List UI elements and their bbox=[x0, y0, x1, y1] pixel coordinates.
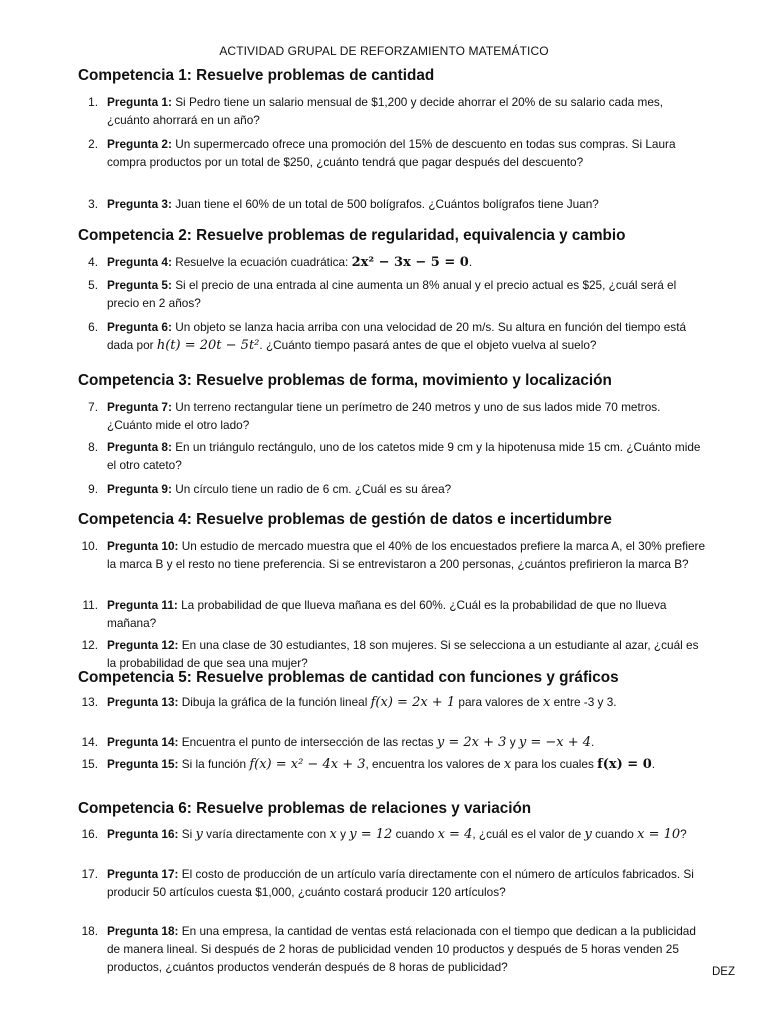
question-number: 2. bbox=[88, 137, 98, 151]
math-expression: y = −x + 4 bbox=[518, 735, 592, 750]
question-16 bbox=[78, 825, 708, 844]
question-text-tail: . ¿Cuánto tiempo pasará antes de que el objeto vuelva al suelo? bbox=[259, 338, 597, 353]
question-label: Pregunta 11: bbox=[107, 598, 178, 612]
question-label: Pregunta 3: bbox=[107, 197, 172, 211]
question-number: 6. bbox=[88, 320, 98, 334]
question-number: 14. bbox=[81, 735, 98, 749]
section-heading-competencia-2: Competencia 2: Resuelve problemas de regularidad, equivalencia y cambio bbox=[78, 227, 626, 244]
question-label: Pregunta 17: bbox=[107, 867, 179, 881]
question-12 bbox=[78, 636, 708, 672]
question-label: Pregunta 18: bbox=[107, 924, 179, 938]
question-text: cuando bbox=[595, 827, 634, 841]
question-text-tail: entre -3 y 3. bbox=[553, 695, 617, 709]
question-label: Pregunta 1: bbox=[107, 95, 172, 109]
question-text: , ¿cuál es el valor de bbox=[472, 827, 582, 841]
question-label: Pregunta 14: bbox=[107, 735, 179, 749]
question-number: 10. bbox=[81, 539, 98, 553]
question-text: Dibuja la gráfica de la función lineal bbox=[181, 695, 368, 709]
question-text: varía directamente con bbox=[206, 827, 327, 841]
question-13 bbox=[78, 693, 708, 712]
question-text: En una clase de 30 estudiantes, 18 son mujeres. Si se selecciona a un estudiante al azar, ¿cuál es la probabilidad de que sea una mujer? bbox=[107, 638, 699, 671]
question-number: 1. bbox=[88, 95, 98, 109]
question-label: Pregunta 6: bbox=[107, 320, 172, 334]
question-label: Pregunta 2: bbox=[107, 137, 172, 151]
math-expression: x bbox=[503, 757, 512, 772]
question-number: 8. bbox=[88, 440, 98, 454]
section-heading-competencia-6: Competencia 6: Resuelve problemas de relaciones y variación bbox=[78, 800, 532, 817]
question-text: Un supermercado ofrece una promoción del 15% de descuento en todas sus compras. Si Laura compra productos por un total de $250, ¿cuánto tendrá que pagar después del descuento? bbox=[107, 137, 676, 170]
question-label: Pregunta 8: bbox=[107, 440, 172, 454]
question-number: 9. bbox=[88, 482, 98, 496]
question-number: 17. bbox=[81, 867, 98, 881]
question-text-tail: . bbox=[591, 735, 595, 749]
question-text: Un terreno rectangular tiene un perímetro de 240 metros y uno de sus lados mide 70 metros. ¿Cuánto mide el otro lado? bbox=[107, 400, 661, 433]
question-number: 13. bbox=[81, 695, 98, 709]
question-6 bbox=[78, 318, 708, 355]
question-number: 12. bbox=[81, 638, 98, 652]
question-text: Si bbox=[181, 827, 193, 841]
math-expression: f(x) = x² − 4x + 3 bbox=[249, 757, 366, 772]
question-label: Pregunta 7: bbox=[107, 400, 172, 414]
question-3 bbox=[78, 195, 708, 213]
question-text: Un estudio de mercado muestra que el 40% de los encuestados prefiere la marca A, el 30% prefiere la marca B y el resto no tiene preferencia. Si se entrevistaron a 200 personas, ¿cuántos prefirieron la marca B? bbox=[107, 539, 706, 572]
question-text: En un triángulo rectángulo, uno de los catetos mide 9 cm y la hipotenusa mide 15 cm. ¿Cuánto mide el otro cateto? bbox=[107, 440, 701, 473]
question-text-tail: . bbox=[468, 255, 473, 269]
question-text: para los cuales bbox=[514, 757, 594, 771]
footer-text-fragment: DEZ bbox=[712, 966, 735, 978]
section-heading-competencia-1: Competencia 1: Resuelve problemas de cantidad bbox=[78, 67, 435, 84]
question-number: 11. bbox=[82, 598, 98, 612]
question-number: 5. bbox=[88, 278, 98, 292]
question-text: cuando bbox=[395, 827, 435, 841]
question-text: Si la función bbox=[181, 757, 247, 771]
math-expression: h(t) = 20t − 5t² bbox=[156, 338, 260, 354]
question-5 bbox=[78, 276, 708, 312]
question-text: para valores de bbox=[458, 695, 540, 709]
question-label: Pregunta 15: bbox=[107, 757, 179, 771]
question-label: Pregunta 16: bbox=[107, 827, 179, 841]
question-label: Pregunta 9: bbox=[107, 482, 172, 496]
section-heading-competencia-3: Competencia 3: Resuelve problemas de forma, movimiento y localización bbox=[78, 372, 612, 389]
question-text: Un objeto se lanza hacia arriba con una velocidad de 20 m/s. Su altura en función del tiempo está dada por bbox=[107, 320, 687, 353]
question-text-tail: . bbox=[651, 757, 656, 771]
question-text: El costo de producción de un artículo varía directamente con el número de artículos fabricados. Si producir 50 artículos cuesta $1,000, ¿cuánto costará producir 120 artículos? bbox=[107, 867, 694, 900]
question-label: Pregunta 5: bbox=[107, 278, 172, 292]
math-expression: y = 2x + 3 bbox=[436, 735, 507, 750]
math-expression: x bbox=[543, 695, 551, 710]
question-9 bbox=[78, 480, 708, 498]
question-7 bbox=[78, 398, 708, 434]
question-text: La probabilidad de que llueva mañana es del 60%. ¿Cuál es la probabilidad de que no llueva mañana? bbox=[107, 598, 667, 631]
question-14 bbox=[78, 733, 708, 752]
question-17 bbox=[78, 865, 708, 901]
math-expression: f(x) = 0 bbox=[597, 757, 652, 772]
question-text: Resuelve la ecuación cuadrática: bbox=[175, 255, 349, 269]
question-1 bbox=[78, 93, 708, 129]
question-text: y bbox=[509, 735, 516, 749]
question-10 bbox=[78, 537, 708, 573]
question-number: 16. bbox=[81, 827, 98, 841]
question-text: Si Pedro tiene un salario mensual de $1,200 y decide ahorrar el 20% de su salario cada mes, ¿cuánto ahorrará en un año? bbox=[107, 95, 664, 128]
question-text: Un círculo tiene un radio de 6 cm. ¿Cuál es su área? bbox=[175, 482, 452, 496]
question-label: Pregunta 12: bbox=[107, 638, 179, 652]
math-expression: y bbox=[195, 827, 203, 842]
question-number: 4. bbox=[88, 255, 98, 269]
question-text-tail: ? bbox=[680, 827, 687, 841]
math-expression: x bbox=[329, 827, 337, 842]
section-heading-competencia-5: Competencia 5: Resuelve problemas de cantidad con funciones y gráficos bbox=[78, 669, 619, 686]
question-text: En una empresa, la cantidad de ventas está relacionada con el tiempo que dedican a la publicidad de manera lineal. Si después de 2 horas de publicidad venden 10 productos y después de 5 horas venden 25 productos, ¿cuántos productos venderán después de 8 horas de publicidad? bbox=[107, 924, 696, 975]
question-label: Pregunta 4: bbox=[107, 255, 172, 269]
question-8 bbox=[78, 438, 708, 474]
math-expression: x = 4 bbox=[437, 827, 473, 842]
math-expression: y bbox=[584, 827, 592, 842]
question-18 bbox=[78, 922, 708, 977]
question-text: Si el precio de una entrada al cine aumenta un 8% anual y el precio actual es $25, ¿cuál será el precio en 2 años? bbox=[107, 278, 677, 311]
question-text: Juan tiene el 60% de un total de 500 bolígrafos. ¿Cuántos bolígrafos tiene Juan? bbox=[175, 197, 599, 211]
section-heading-competencia-4: Competencia 4: Resuelve problemas de gestión de datos e incertidumbre bbox=[78, 511, 612, 528]
question-4 bbox=[78, 253, 708, 272]
math-expression: y = 12 bbox=[349, 827, 393, 842]
question-number: 3. bbox=[88, 197, 98, 211]
question-text: , encuentra los valores de bbox=[365, 757, 501, 771]
question-text: y bbox=[340, 827, 346, 841]
math-expression: f(x) = 2x + 1 bbox=[370, 695, 456, 710]
question-number: 18. bbox=[81, 924, 98, 938]
math-expression: 2x² − 3x − 5 = 0 bbox=[351, 255, 469, 270]
math-expression: x = 10 bbox=[637, 827, 681, 842]
question-15 bbox=[78, 755, 708, 774]
question-number: 15. bbox=[81, 757, 98, 771]
question-text: Encuentra el punto de intersección de las rectas bbox=[181, 735, 434, 749]
question-11 bbox=[78, 596, 708, 632]
question-label: Pregunta 13: bbox=[107, 695, 179, 709]
question-2 bbox=[78, 135, 708, 171]
question-number: 7. bbox=[88, 400, 98, 414]
page-title: ACTIVIDAD GRUPAL DE REFORZAMIENTO MATEMÁTICO bbox=[219, 44, 549, 58]
question-label: Pregunta 10: bbox=[107, 539, 179, 553]
